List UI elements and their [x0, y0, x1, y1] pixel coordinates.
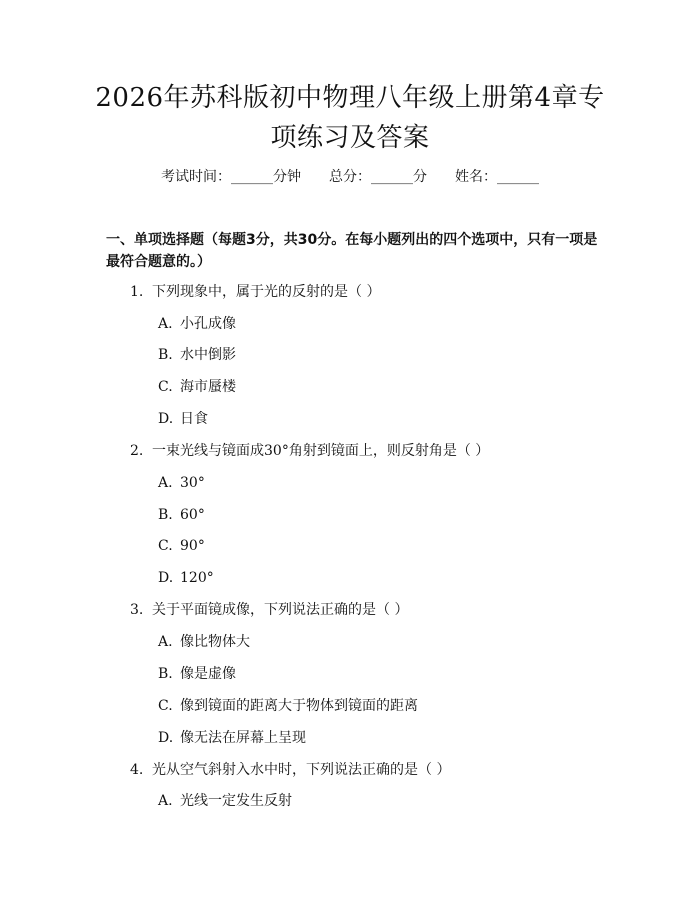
option-letter: A.: [158, 793, 173, 809]
question-text: 关于平面镜成像，下列说法正确的是（ ）: [152, 602, 409, 618]
page-title-line-2: 项练习及答案: [270, 123, 430, 153]
option-text: 像无法在屏幕上呈现: [180, 730, 306, 746]
total-score-label: 总分：______分: [329, 169, 427, 185]
question-1-option-d: [158, 408, 208, 430]
question-text: 下列现象中，属于光的反射的是（ ）: [152, 284, 381, 300]
exam-time-label: 考试时间：______分钟: [161, 169, 301, 185]
option-text: 小孔成像: [180, 316, 236, 332]
option-letter: D.: [158, 411, 174, 427]
option-text: 30°: [180, 475, 205, 491]
question-3-option-c: [158, 695, 418, 717]
option-letter: B.: [158, 347, 173, 363]
question-1-option-c: [158, 376, 236, 398]
question-number: 4.: [130, 762, 144, 778]
option-text: 90°: [180, 538, 205, 554]
question-number: 3.: [130, 602, 144, 618]
question-2-option-c: [158, 535, 205, 557]
question-1-option-b: [158, 344, 236, 366]
option-text: 水中倒影: [180, 347, 236, 363]
question-number: 1.: [130, 284, 144, 300]
question-text: 一束光线与镜面成30°角射到镜面上，则反射角是（ ）: [152, 443, 490, 459]
question-2-option-b: [158, 504, 205, 526]
option-letter: C.: [158, 379, 173, 395]
option-letter: C.: [158, 698, 173, 714]
option-text: 60°: [180, 507, 205, 523]
option-letter: A.: [158, 316, 173, 332]
question-2-option-d: [158, 567, 214, 589]
option-text: 120°: [180, 570, 214, 586]
option-text: 日食: [180, 411, 208, 427]
section-heading: 一、单项选择题（每题3分，共30分。在每小题列出的四个选项中，只有一项是最符合题意的。）: [106, 232, 598, 270]
student-name-label: 姓名：______: [455, 169, 539, 185]
option-letter: D.: [158, 570, 174, 586]
question-4: [130, 759, 450, 781]
question-2: [130, 440, 489, 462]
question-3: [130, 599, 408, 621]
question-text: 光从空气斜射入水中时，下列说法正确的是（ ）: [152, 762, 451, 778]
question-4-option-a: [158, 790, 292, 812]
page-title-line-1: 2026年苏科版初中物理八年级上册第4章专: [95, 83, 605, 113]
question-3-option-a: [158, 631, 250, 653]
option-letter: B.: [158, 666, 173, 682]
question-3-option-d: [158, 727, 306, 749]
exam-info: [0, 166, 700, 188]
option-letter: B.: [158, 507, 173, 523]
option-text: 海市蜃楼: [180, 379, 236, 395]
question-1-option-a: [158, 313, 236, 335]
option-letter: C.: [158, 538, 173, 554]
question-2-option-a: [158, 472, 205, 494]
option-letter: A.: [158, 475, 173, 491]
option-text: 光线一定发生反射: [180, 793, 292, 809]
option-text: 像到镜面的距离大于物体到镜面的距离: [180, 698, 418, 714]
option-letter: D.: [158, 730, 174, 746]
question-1: [130, 281, 380, 303]
option-letter: A.: [158, 634, 173, 650]
question-number: 2.: [130, 443, 144, 459]
question-3-option-b: [158, 663, 236, 685]
option-text: 像比物体大: [180, 634, 250, 650]
option-text: 像是虚像: [180, 666, 236, 682]
